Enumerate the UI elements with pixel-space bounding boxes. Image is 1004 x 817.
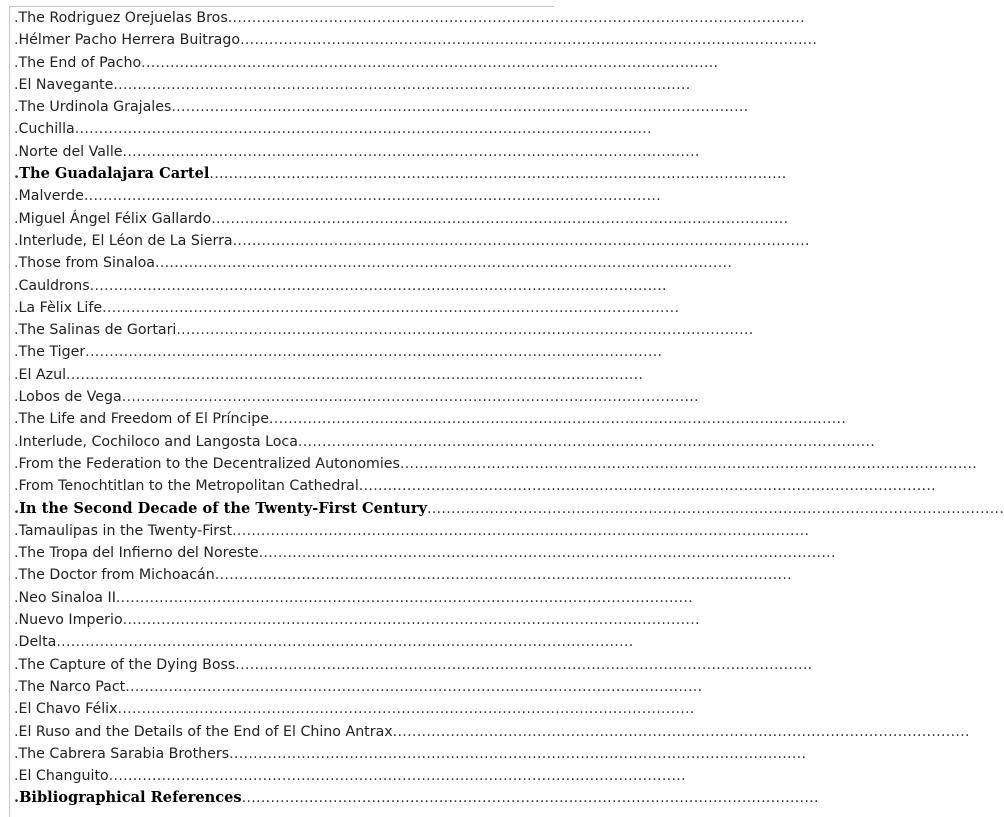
table-of-contents (9, 6, 1004, 817)
toc-chapter-link[interactable] (14, 676, 703, 698)
toc-entry-title: Interlude, Cochiloco and Langosta Loca (18, 433, 298, 450)
toc-chapter-link[interactable] (14, 721, 970, 743)
toc-chapter-link[interactable] (14, 408, 847, 430)
toc-chapter-link[interactable] (14, 52, 719, 74)
toc-entry-title: In the Second Decade of the Twenty-First Century (19, 499, 427, 517)
dot-leader: ........................................................................................................................ (83, 188, 662, 205)
dot-leader: ........................................................................................................................ (358, 478, 936, 495)
toc-chapter-link[interactable] (14, 386, 699, 408)
toc-chapter-link[interactable] (14, 141, 700, 163)
leading-dot: . (14, 99, 19, 116)
dot-leader: ........................................................................................................................ (232, 232, 810, 249)
toc-entry-title: Tamaulipas in the Twenty-First (18, 522, 233, 539)
leading-dot: . (14, 567, 19, 584)
leading-dot: . (14, 10, 19, 26)
toc-chapter-link[interactable] (14, 698, 695, 720)
toc-chapter-link[interactable] (14, 297, 680, 319)
leading-dot: . (14, 165, 20, 183)
dot-leader: ........................................................................................................................ (211, 210, 789, 227)
toc-list (10, 7, 1004, 810)
leading-dot: . (14, 455, 19, 472)
dot-leader: ........................................................................................................................ (56, 634, 634, 651)
dot-leader: ........................................................................................................................ (74, 121, 652, 138)
toc-chapter-link[interactable] (14, 609, 700, 631)
toc-entry-title: El Azul (18, 366, 67, 383)
toc-chapter-link[interactable] (14, 631, 634, 653)
toc-chapter-link[interactable] (14, 252, 733, 274)
toc-entry-title: Bibliographical References (19, 789, 242, 807)
toc-chapter-link[interactable] (14, 475, 936, 497)
dot-leader: ........................................................................................................................ (125, 678, 703, 695)
toc-chapter-link[interactable] (14, 74, 691, 96)
leading-dot: . (14, 277, 19, 294)
toc-chapter-link[interactable] (14, 230, 810, 252)
dot-leader: ........................................................................................................................ (115, 589, 694, 606)
toc-entry-title: The Guadalajara Cartel (19, 165, 210, 183)
leading-dot: . (14, 210, 19, 227)
leading-dot: . (14, 366, 19, 383)
dot-leader: ........................................................................................................................ (399, 455, 978, 472)
leading-dot: . (14, 232, 19, 249)
toc-entry-title: El Navegante (18, 76, 114, 93)
toc-entry-title: El Ruso and the Details of the End of El Chino Antrax (18, 723, 393, 740)
dot-leader: ........................................................................................................................ (392, 723, 970, 740)
leading-dot: . (14, 701, 19, 718)
toc-chapter-link[interactable] (14, 319, 754, 341)
leading-dot: . (14, 121, 19, 138)
toc-chapter-link[interactable] (14, 208, 789, 230)
leading-dot: . (14, 612, 19, 629)
dot-leader: ........................................................................................................................ (297, 433, 876, 450)
toc-entry-title: The Narco Pact (18, 678, 126, 695)
dot-leader: ........................................................................................................................ (241, 790, 819, 807)
toc-chapter-link[interactable] (14, 96, 749, 118)
dot-leader: ........................................................................................................................ (122, 143, 700, 160)
leading-dot: . (14, 589, 19, 606)
toc-chapter-link[interactable] (14, 520, 810, 542)
leading-dot: . (14, 411, 19, 428)
toc-chapter-link[interactable] (14, 29, 818, 51)
dot-leader: ........................................................................................................................ (268, 411, 847, 428)
toc-entry-title: El Changuito (18, 768, 109, 785)
leading-dot: . (14, 322, 19, 339)
toc-chapter-link[interactable] (14, 587, 694, 609)
leading-dot: . (14, 789, 20, 807)
toc-entry-title: Hélmer Pacho Herrera Buitrago (18, 32, 241, 49)
leading-dot: . (14, 656, 19, 673)
leading-dot: . (14, 745, 19, 762)
toc-entry-title: The Urdinola Grajales (18, 99, 172, 116)
toc-entry-title: Interlude, El Léon de La Sierra (18, 232, 233, 249)
toc-entry-title: Norte del Valle (18, 143, 123, 160)
toc-chapter-link[interactable] (14, 341, 663, 363)
dot-leader: ........................................................................................................................ (176, 322, 754, 339)
leading-dot: . (14, 344, 19, 361)
toc-section-link[interactable] (14, 163, 787, 185)
toc-entry-title: The Life and Freedom of El Príncipe (18, 411, 269, 428)
toc-entry-title: The Cabrera Sarabia Brothers (18, 745, 230, 762)
toc-entry-title: Lobos de Vega (18, 389, 122, 406)
toc-entry-title: El Chavo Félix (18, 701, 118, 718)
toc-entry-title: Malverde (18, 188, 84, 205)
dot-leader: ........................................................................................................................ (232, 522, 810, 539)
dot-leader: ........................................................................................................................ (235, 656, 813, 673)
toc-chapter-link[interactable] (14, 364, 644, 386)
toc-entry-title: Those from Sinaloa (18, 255, 155, 272)
dot-leader: ........................................................................................................................ (108, 768, 686, 785)
dot-leader: ........................................................................................................................ (154, 255, 733, 272)
leading-dot: . (14, 32, 19, 49)
toc-entry-title: Neo Sinaloa II (18, 589, 116, 606)
toc-chapter-link[interactable] (14, 743, 807, 765)
dot-leader: ........................................................................................................................ (66, 366, 644, 383)
toc-chapter-link[interactable] (14, 654, 813, 676)
dot-leader: ........................................................................................................................ (122, 612, 700, 629)
toc-entry-title: The End of Pacho (18, 54, 142, 71)
toc-entry-title: Miguel Ángel Félix Gallardo (18, 210, 212, 227)
dot-leader: ........................................................................................................................ (113, 76, 691, 93)
leading-dot: . (14, 76, 19, 93)
leading-dot: . (14, 634, 19, 651)
toc-chapter-link[interactable] (14, 185, 662, 207)
toc-chapter-link[interactable] (14, 564, 792, 586)
leading-dot: . (14, 433, 19, 450)
toc-chapter-link[interactable] (14, 7, 805, 29)
toc-section-link[interactable] (14, 498, 1004, 520)
dot-leader: ........................................................................................................................ (426, 500, 1004, 517)
toc-chapter-link[interactable] (14, 542, 836, 564)
dot-leader: ........................................................................................................................ (141, 54, 719, 71)
dot-leader: ........................................................................................................................ (229, 745, 807, 762)
toc-chapter-link[interactable] (14, 453, 978, 475)
toc-chapter-link[interactable] (14, 431, 876, 453)
toc-entry-title: The Salinas de Gortari (18, 322, 177, 339)
toc-entry-title: From the Federation to the Decentralized Autonomies (18, 455, 400, 472)
leading-dot: . (14, 389, 19, 406)
leading-dot: . (14, 188, 19, 205)
leading-dot: . (14, 768, 19, 785)
dot-leader: ........................................................................................................................ (102, 299, 680, 316)
toc-entry-title: Nuevo Imperio (18, 612, 123, 629)
toc-entry-title: Cuchilla (18, 121, 75, 138)
toc-entry-title: The Capture of the Dying Boss (18, 656, 236, 673)
dot-leader: ........................................................................................................................ (258, 545, 836, 562)
toc-chapter-link[interactable] (14, 118, 652, 140)
toc-entry-title: From Tenochtitlan to the Metropolitan Cathedral (18, 478, 359, 495)
toc-entry-title: The Tiger (18, 344, 86, 361)
leading-dot: . (14, 255, 19, 272)
leading-dot: . (14, 522, 19, 539)
dot-leader: ........................................................................................................................ (171, 99, 749, 116)
leading-dot: . (14, 54, 19, 71)
toc-entry-title: The Tropa del Infierno del Noreste (18, 545, 259, 562)
toc-entry-title: La Fèlix Life (18, 299, 103, 316)
dot-leader: ........................................................................................................................ (117, 701, 695, 718)
dot-leader: ........................................................................................................................ (121, 389, 699, 406)
leading-dot: . (14, 143, 19, 160)
leading-dot: . (14, 723, 19, 740)
leading-dot: . (14, 499, 20, 517)
leading-dot: . (14, 545, 19, 562)
toc-chapter-link[interactable] (14, 275, 667, 297)
leading-dot: . (14, 299, 19, 316)
toc-chapter-link[interactable] (14, 765, 686, 787)
toc-entry-title: The Rodriguez Orejuelas Bros (18, 10, 228, 26)
toc-entry-title: Delta (18, 634, 57, 651)
toc-entry-title: The Doctor from Michoacán (18, 567, 215, 584)
leading-dot: . (14, 678, 19, 695)
leading-dot: . (14, 478, 19, 495)
dot-leader: ........................................................................................................................ (227, 10, 805, 26)
dot-leader: ........................................................................................................................ (85, 344, 663, 361)
dot-leader: ........................................................................................................................ (240, 32, 818, 49)
toc-entry-title: Cauldrons (18, 277, 90, 294)
dot-leader: ........................................................................................................................ (214, 567, 792, 584)
toc-section-link[interactable] (14, 787, 819, 809)
dot-leader: ........................................................................................................................ (89, 277, 667, 294)
dot-leader: ........................................................................................................................ (209, 166, 787, 183)
